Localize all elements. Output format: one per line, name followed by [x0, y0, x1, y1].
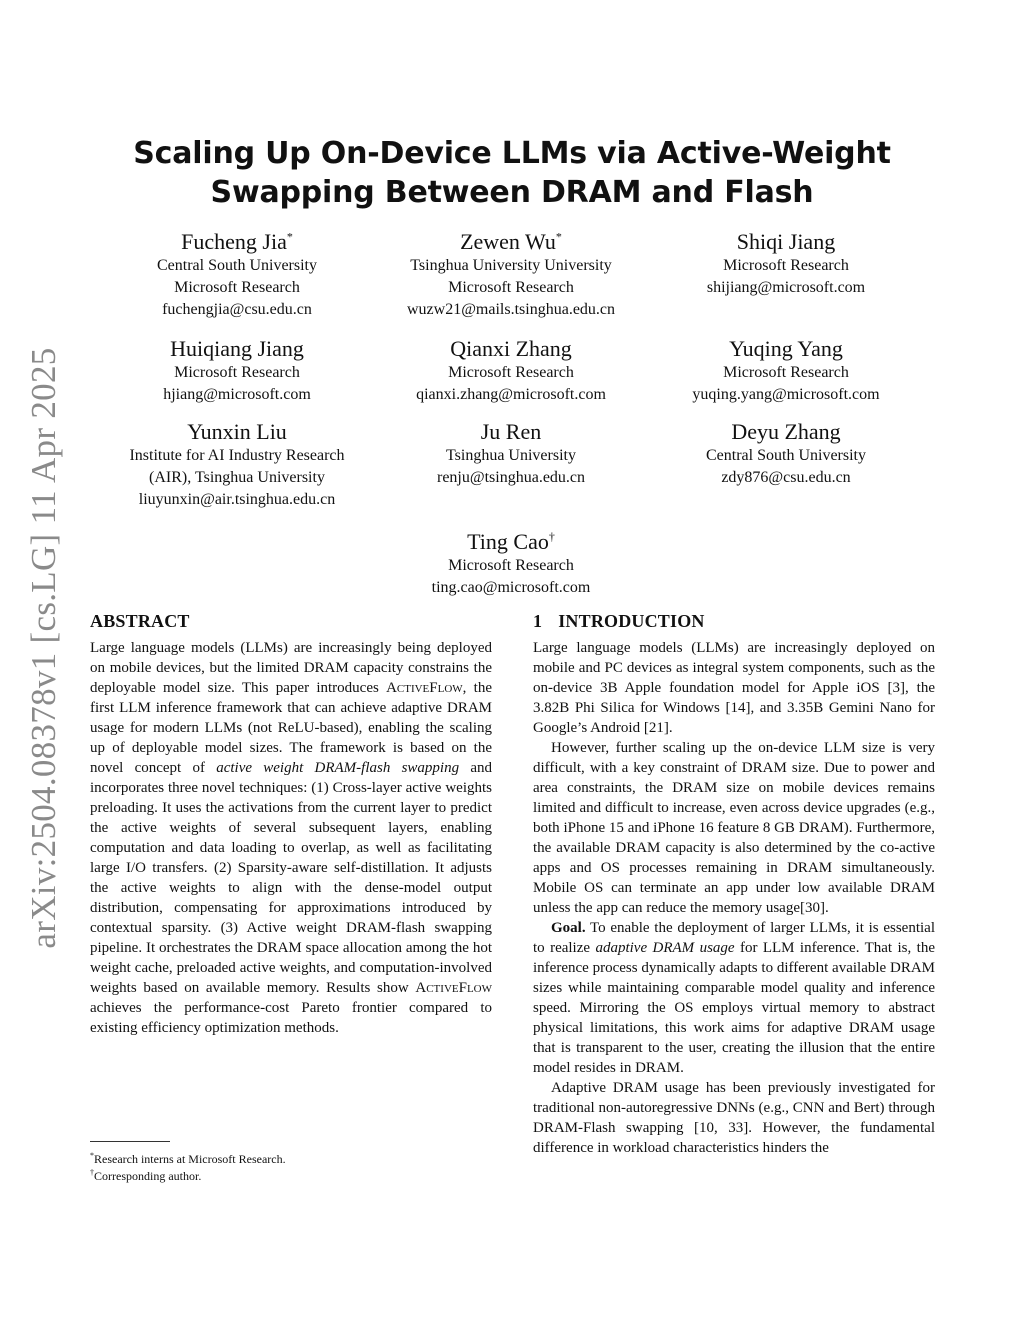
author-block-huiqiang-jiang: [87, 336, 387, 406]
author-affiliation: Microsoft Research: [174, 364, 300, 381]
author-affiliation: Central South University: [157, 257, 317, 274]
author-block-qianxi-zhang: [361, 336, 661, 406]
author-email: hjiang@microsoft.com: [163, 386, 311, 403]
arxiv-identifier: arXiv:2504.08378v1 [cs.LG] 11 Apr 2025: [24, 347, 63, 949]
title-line-1: Scaling Up On-Device LLMs via Active-Weight: [133, 136, 891, 171]
author-name: Yuqing Yang: [729, 336, 843, 361]
author-email: liuyunxin@air.tsinghua.edu.cn: [138, 491, 336, 508]
author-affiliation: Microsoft Research: [723, 257, 849, 274]
paper-title: [100, 134, 924, 212]
author-name: Yunxin Liu: [187, 419, 287, 444]
intro-paragraph-1: Large language models (LLMs) are increasingly deployed on mobile and PC devices as integral system components, such as the on-device 3B Apple foundation model for Apple iOS [3], the 3.82B Phi Silica for Windows [14], and 3.35B Gemini Nano for Google’s Android [21].: [533, 640, 935, 736]
author-block-yuqing-yang: [636, 336, 936, 406]
author-affiliation: Tsinghua University University: [410, 257, 612, 274]
author-affiliation: Central South University: [706, 447, 866, 464]
author-name: Ju Ren: [480, 419, 542, 444]
author-name: Zewen Wu*: [460, 229, 562, 254]
footnote-2: †Corresponding author.: [90, 1168, 202, 1183]
author-email: yuqing.yang@microsoft.com: [692, 386, 880, 403]
author-email: zdy876@csu.edu.cn: [721, 469, 851, 486]
author-block-shiqi-jiang: [636, 229, 936, 299]
author-name: Qianxi Zhang: [450, 336, 572, 361]
author-affiliation: Institute for AI Industry Research: [129, 447, 345, 464]
author-email: qianxi.zhang@microsoft.com: [416, 386, 606, 403]
author-block-deyu-zhang: [636, 419, 936, 489]
author-affiliation: Microsoft Research: [174, 279, 300, 296]
author-affiliation: Microsoft Research: [448, 279, 574, 296]
author-affiliation: Microsoft Research: [448, 364, 574, 381]
author-affiliation: Microsoft Research: [723, 364, 849, 381]
author-affiliation: Microsoft Research: [448, 557, 574, 574]
footnote-1: *Research interns at Microsoft Research.: [90, 1151, 286, 1166]
author-email: shijiang@microsoft.com: [706, 279, 866, 296]
intro-paragraph-2: However, further scaling up the on-device LLM size is very difficult, with a key constraint of DRAM size. Due to power and area constraints, the DRAM size on mobile devices remains limited and difficult to increase, even across device upgrades (e.g., both iPhone 15 and iPhone 16 feature 8 GB DRAM). Furthermore, the available DRAM capacity is also determined by the co-active apps and OS processes remaining in DRAM simultaneously. Mobile OS can terminate an app under low available DRAM unless the app can reduce the memory usage[30].: [533, 740, 935, 916]
author-name: Huiqiang Jiang: [170, 336, 304, 361]
author-email: ting.cao@microsoft.com: [431, 579, 591, 596]
footnote-rule: [90, 1141, 170, 1142]
author-block-yunxin-liu: [87, 419, 387, 511]
title-line-2: Swapping Between DRAM and Flash: [210, 175, 814, 210]
abstract-body: Large language models (LLMs) are increasingly being deployed on mobile devices, but the limited DRAM capacity constrains the deployable model size. This paper introduces ActiveFlow, the first LLM inference framework that can achieve adaptive DRAM usage for modern LLMs (not ReLU-based), enabling the scaling up of deployable model sizes. The framework is based on the novel concept of active weight DRAM-flash swapping and incorporates three novel techniques: (1) Cross-layer active weights preloading. It uses the activations from the current layer to predict the active weights of several subsequent layers, enabling computation and data loading to overlap, as well as facilitating large I/O transfers. (2) Sparsity-aware self-distillation. It adjusts the active weights to align with the dense-model output distribution, compensating for approximations introduced by contextual sparsity. (3) Active weight DRAM-flash swapping pipeline. It orchestrates the DRAM space allocation among the hot weight cache, preloaded active weights, and computation-involved weights based on available memory. Results show ActiveFlow achieves the performance-cost Pareto frontier compared to existing efficiency optimization methods.: [90, 640, 492, 1036]
intro-paragraph-3: Goal. To enable the deployment of larger LLMs, it is essential to realize adaptive DRAM usage for LLM inference. That is, the inference process dynamically adapts to different available DRAM sizes while maintaining comparable model quality and inference speed. Mirroring the OS employs virtual memory to abstract physical limitations, this work aims for adaptive DRAM usage that is transparent to the user, creating the illusion that the entire model resides in DRAM.: [533, 920, 935, 1076]
introduction-body: [533, 638, 935, 1158]
introduction-heading: 1 INTRODUCTION: [533, 611, 705, 631]
author-block-zewen-wu: [361, 229, 661, 321]
author-affiliation: Tsinghua University: [446, 447, 576, 464]
author-email: wuzw21@mails.tsinghua.edu.cn: [406, 301, 616, 318]
author-email: fuchengjia@csu.edu.cn: [162, 301, 312, 318]
author-block-fucheng-jia: [87, 229, 387, 321]
abstract-heading: ABSTRACT: [90, 611, 190, 631]
author-email: renju@tsinghua.edu.cn: [436, 469, 586, 486]
intro-paragraph-4: Adaptive DRAM usage has been previously investigated for traditional non-autoregressive DNNs (e.g., CNN and Bert) through DRAM-Flash swapping [10, 33]. However, the fundamental difference in workload characteristics hinders the: [533, 1080, 935, 1156]
author-block-ting-cao: [361, 529, 661, 599]
author-affiliation: (AIR), Tsinghua University: [149, 469, 325, 486]
author-name: Shiqi Jiang: [736, 229, 836, 254]
author-block-ju-ren: [361, 419, 661, 489]
author-name: Fucheng Jia*: [181, 229, 293, 254]
author-name: Deyu Zhang: [731, 419, 841, 444]
author-name: Ting Cao†: [467, 529, 555, 554]
